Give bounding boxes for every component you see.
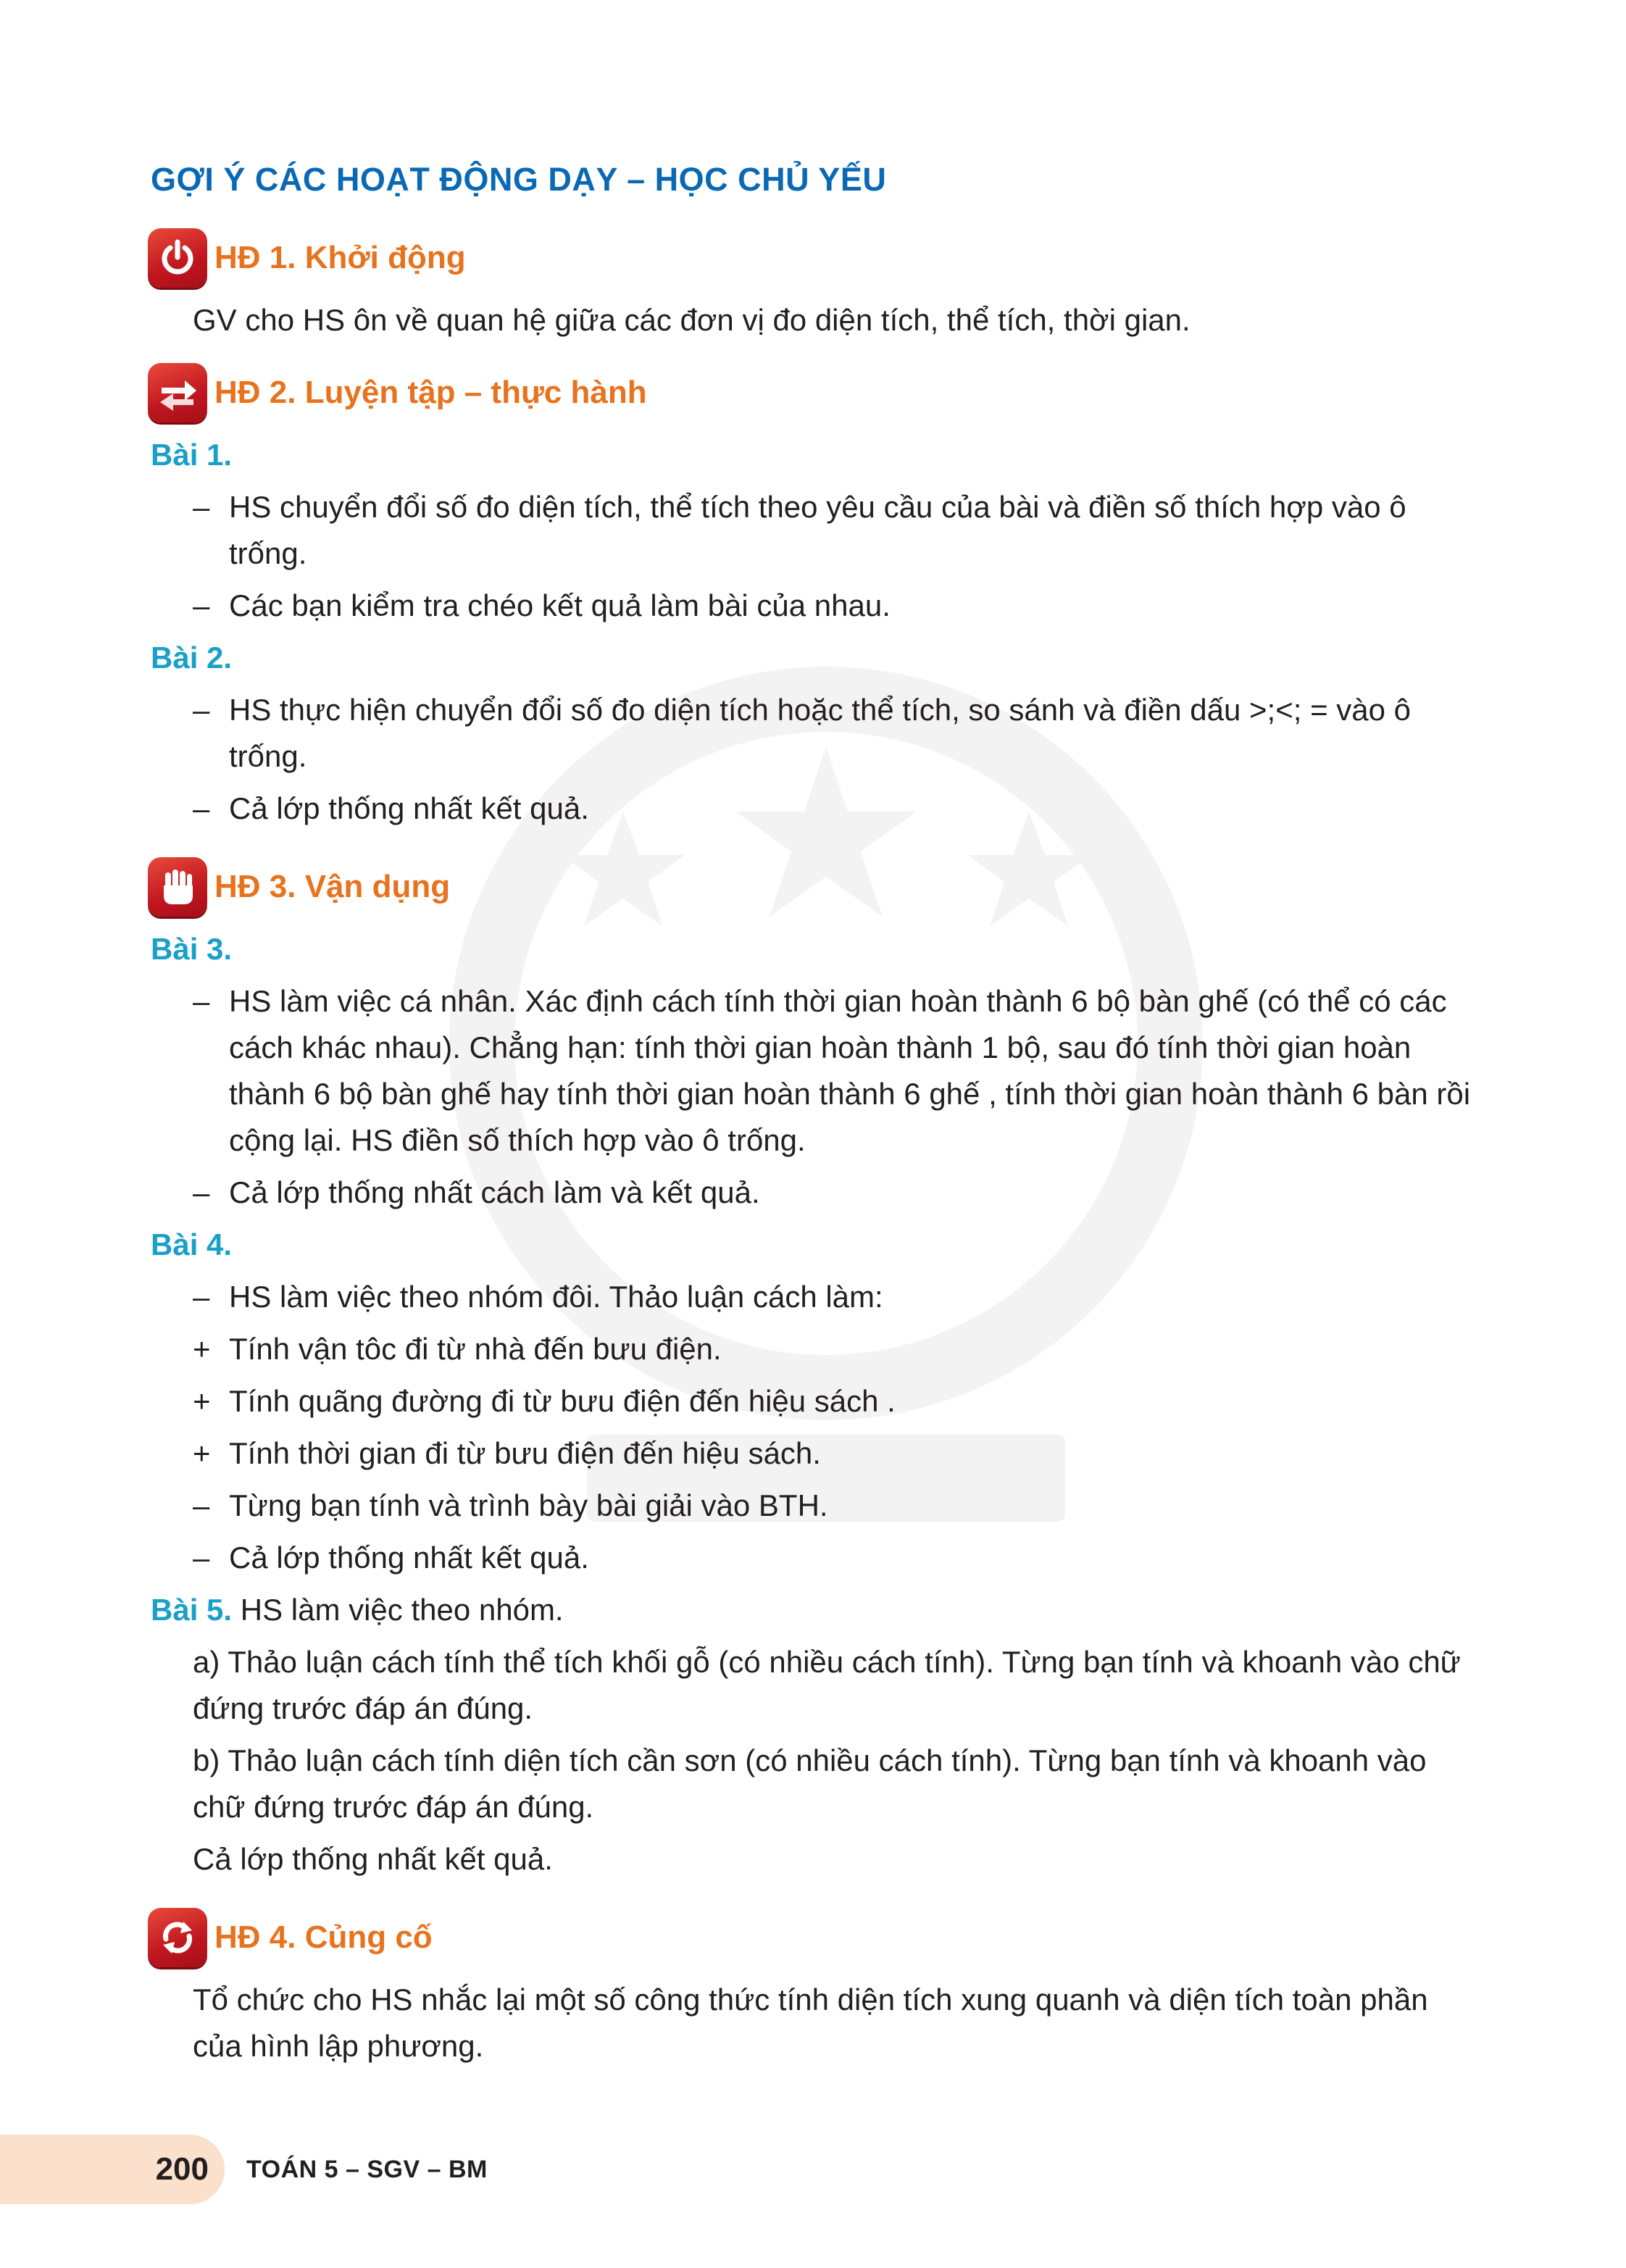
refresh-icon	[148, 1908, 207, 1967]
exercise-4-label: Bài 4.	[151, 1227, 233, 1262]
exercise-2-label: Bài 2.	[151, 641, 233, 675]
power-icon	[148, 228, 207, 288]
list-item: – HS thực hiện chuyển đổi số đo diện tích hoặc thể tích, so sánh và điền dấu >;<; = vào ô trống.	[193, 693, 1412, 773]
section-title: GỢI Ý CÁC HOẠT ĐỘNG DẠY – HỌC CHỦ YẾU	[151, 161, 887, 198]
activity-heading-1-label: HĐ 1. Khởi động	[214, 240, 466, 275]
activity-heading-2	[148, 362, 1484, 423]
exercise-3-label: Bài 3.	[151, 932, 233, 966]
activity-heading-3-label: HĐ 3. Vận dụng	[214, 869, 451, 904]
exercise-5-intro	[151, 1587, 1484, 1633]
exercise-5-intro-text: HS làm việc theo nhóm.	[240, 1593, 564, 1627]
list-item: – Từng bạn tính và trình bày bài giải vào BTH.	[193, 1488, 828, 1522]
swap-arrows-icon	[148, 363, 207, 422]
list-item: + Tính quãng đường đi từ bưu điện đến hiệu sách .	[193, 1384, 896, 1418]
activity-heading-4-label: HĐ 4. Củng cố	[214, 1919, 433, 1955]
exercise-5-part-a: a) Thảo luận cách tính thể tích khối gỗ (có nhiều cách tính). Từng bạn tính và khoanh vào chữ đứng trước đáp án đúng.	[193, 1645, 1461, 1725]
exercise-5-conclusion: Cả lớp thống nhất kết quả.	[193, 1842, 553, 1876]
list-item: – Cả lớp thống nhất kết quả.	[193, 791, 589, 825]
activity-1-text: GV cho HS ôn về quan hệ giữa các đơn vị đo diện tích, thể tích, thời gian.	[193, 303, 1191, 337]
activity-heading-4	[148, 1907, 1484, 1968]
list-item: – HS làm việc theo nhóm đôi. Thảo luận cách làm:	[193, 1280, 883, 1314]
activity-heading-3	[148, 856, 1484, 917]
activity-4-text: Tổ chức cho HS nhắc lại một số công thức tính diện tích xung quanh và diện tích toàn phần của hình lập phương.	[193, 1983, 1428, 2063]
list-item: – Cả lớp thống nhất cách làm và kết quả.	[193, 1175, 760, 1209]
activity-heading-2-label: HĐ 2. Luyện tập – thực hành	[214, 375, 647, 410]
book-title: TOÁN 5 – SGV – BM	[246, 2155, 488, 2183]
page-content	[151, 161, 1484, 2069]
list-item: – Các bạn kiểm tra chéo kết quả làm bài của nhau.	[193, 588, 891, 622]
list-item: – Cả lớp thống nhất kết quả.	[193, 1541, 589, 1575]
exercise-5-part-b: b) Thảo luận cách tính diện tích cần sơn (có nhiều cách tính). Từng bạn tính và khoanh vào chữ đứng trước đáp án đúng.	[193, 1743, 1427, 1824]
activity-heading-1	[148, 228, 1484, 288]
page-footer	[0, 2135, 488, 2204]
list-item: + Tính thời gian đi từ bưu điện đến hiệu sách.	[193, 1436, 821, 1470]
page-number: 200	[0, 2135, 225, 2204]
exercise-1-label: Bài 1.	[151, 438, 233, 472]
fist-icon	[148, 857, 207, 917]
list-item: + Tính vận tôc đi từ nhà đến bưu điện.	[193, 1332, 722, 1366]
list-item: – HS chuyển đổi số đo diện tích, thể tích theo yêu cầu của bài và điền số thích hợp vào ô trống.	[193, 490, 1406, 570]
list-item: – HS làm việc cá nhân. Xác định cách tính thời gian hoàn thành 6 bộ bàn ghế (có thể có các cách khác nhau). Chẳng hạn: tính thời gian hoàn thành 1 bộ, sau đó tính thời gian hoàn thành 6 bộ bàn ghế hay tính thời gian hoàn thành 6 ghế , tính thời gian hoàn thành 6 bàn rồi cộng lại. HS điền số thích hợp vào ô trống.	[193, 984, 1471, 1157]
exercise-5-label: Bài 5.	[151, 1593, 233, 1627]
